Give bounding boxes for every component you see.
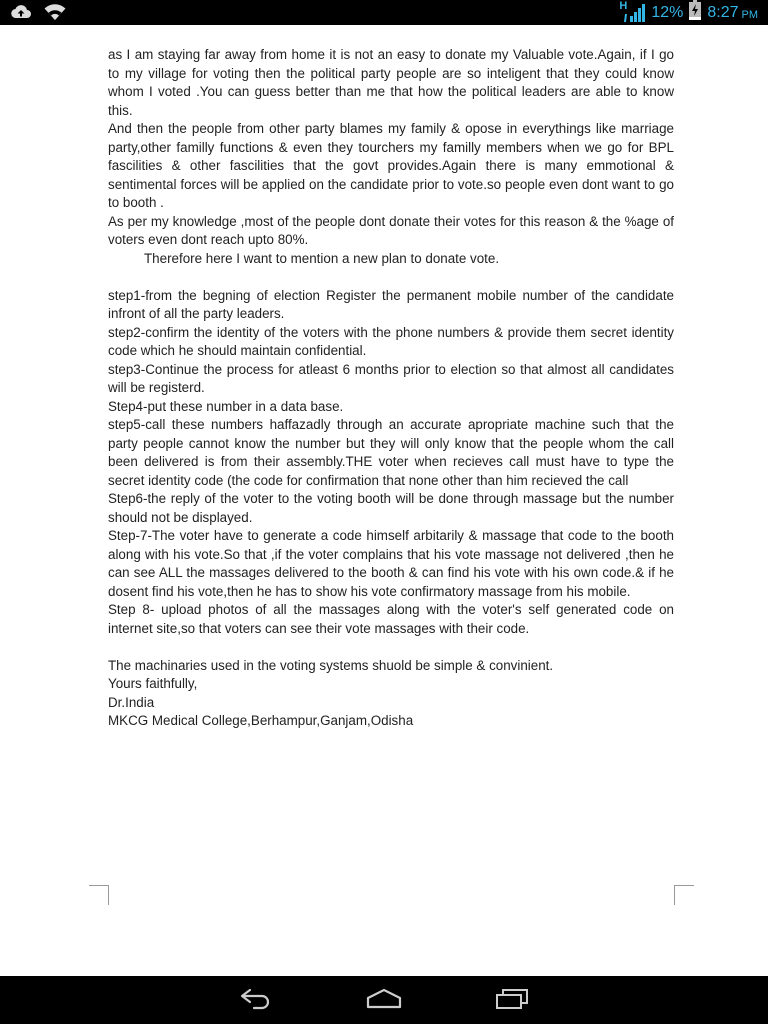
step-3: step3-Continue the process for atleast 6 months prior to election so that almost all candidates will be registerd.: [108, 361, 674, 395]
document-text: [108, 46, 674, 731]
step-2: step2-confirm the identity of the voters with the phone numbers & provide them secret identity code which he should maintain confidential.: [108, 324, 674, 358]
blank-line: [108, 638, 674, 657]
step-7: Step-7-The voter have to generate a code himself arbitarily & massage that code to the booth along with his vote.So that ,if the voter complains that his vote massage not delivered ,then he can see ALL the massages delivered to the booth & can find his vote with his own code.& if he dosent find his vote,then he has to show his vote confirmatory massage from his mobile.: [108, 528, 674, 599]
clock-time: 8:27: [707, 3, 739, 21]
status-bar: [0, 0, 768, 25]
cell-signal-icon: [619, 2, 645, 24]
page-corner-marker-left: [89, 885, 109, 905]
recent-apps-icon: [494, 987, 530, 1013]
step-1: step1-from the begning of election Register the permanent mobile number of the candidate infront of all the party leaders.: [108, 287, 674, 321]
paragraph-1: as I am staying far away from home it is not an easy to donate my Valuable vote.Again, if I go to my village for voting then the political party people are so inteligent that they could know whom I voted .You can guess better than me that how the political leaders are able to know this.: [108, 47, 674, 118]
cloud-upload-icon: [10, 3, 32, 25]
back-icon: [238, 986, 274, 1014]
clock-ampm: PM: [741, 8, 758, 21]
closing-line: The machinaries used in the voting systems shuold be simple & convinient.: [108, 657, 554, 673]
page-corner-marker-right: [674, 885, 694, 905]
step-4: Step4-put these number in a data base.: [108, 398, 344, 414]
signoff: Yours faithfully,: [108, 676, 198, 691]
battery-charging-icon: [689, 0, 701, 25]
back-button[interactable]: [231, 984, 281, 1016]
home-button[interactable]: [359, 984, 409, 1016]
recent-apps-button[interactable]: [487, 984, 537, 1016]
document-page[interactable]: [0, 25, 768, 976]
battery-percent: 12%: [651, 3, 684, 21]
step-5: step5-call these numbers haffazadly through an accurate apropriate machine such that the party people cannot know the number but they will only know that the people whom the call been delivered is from their assembly.THE voter when recieves call must have to type the secret identity code (the code for confirmation that none other than him recieved the call: [108, 417, 674, 488]
step-6: Step6-the reply of the voter to the voting booth will be done through massage but the number should not be displayed.: [108, 491, 674, 525]
wifi-icon: [44, 3, 66, 25]
author-name: Dr.India: [108, 694, 155, 710]
home-icon: [365, 987, 403, 1013]
paragraph-3: As per my knowledge ,most of the people dont donate their votes for this reason & the %age of voters even dont reach upto 80%.: [108, 213, 674, 247]
network-type: H: [619, 0, 628, 12]
paragraph-2: And then the people from other party blames my family & opose in everythings like marriage party,other familly functions & even they tourchers my familly members when we go for BPL fascilities & other fascilities that the govt provides.Again there is many emmotional & sentimental forces will be applied on the candidate prior to vote.so people even dont want to go to booth .: [108, 121, 674, 210]
navigation-bar: [0, 976, 768, 1024]
paragraph-plan-intro: Therefore here I want to mention a new plan to donate vote.: [144, 250, 500, 266]
blank-line: [108, 268, 674, 287]
step-8: Step 8- upload photos of all the massages along with the voter's self generated code on internet site,so that voters can see their vote massages with their code.: [108, 602, 674, 636]
author-affiliation: MKCG Medical College,Berhampur,Ganjam,Odisha: [108, 713, 414, 728]
